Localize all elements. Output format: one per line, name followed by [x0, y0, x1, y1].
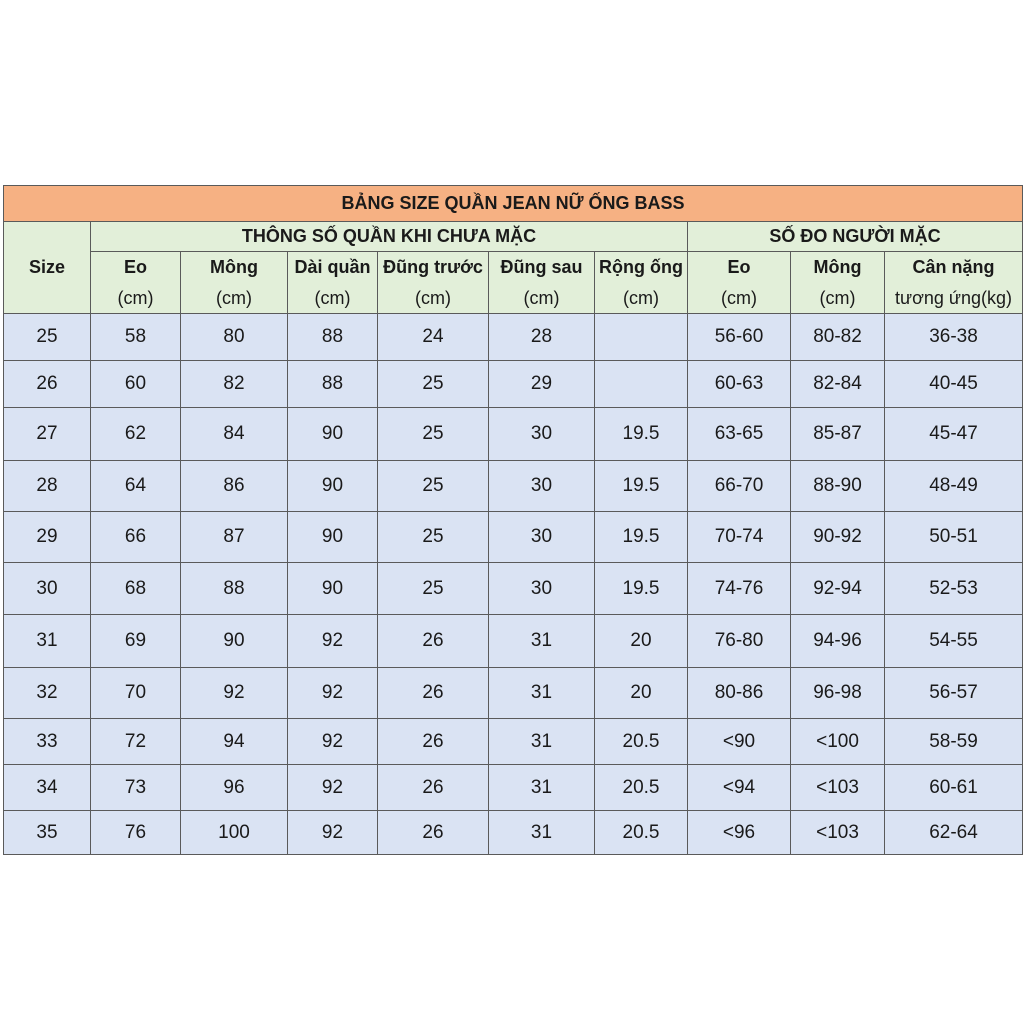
- column-label: Rộng ống: [595, 252, 688, 284]
- table-cell: 24: [378, 314, 489, 361]
- table-cell: 68: [91, 563, 181, 615]
- table-cell: 26: [378, 765, 489, 811]
- table-cell: 70: [91, 668, 181, 719]
- column-label: Mông: [791, 252, 885, 284]
- table-cell: 20.5: [595, 811, 688, 855]
- table-cell: <100: [791, 719, 885, 765]
- table-cell: 19.5: [595, 563, 688, 615]
- table-cell: 72: [91, 719, 181, 765]
- table-cell: 45-47: [885, 408, 1023, 461]
- table-cell: 31: [489, 765, 595, 811]
- size-cell: 28: [4, 461, 91, 512]
- size-table: [3, 185, 1023, 855]
- table-cell: <94: [688, 765, 791, 811]
- table-cell: 92: [288, 668, 378, 719]
- column-unit: (cm): [595, 283, 688, 314]
- table-row: [4, 615, 1023, 668]
- table-cell: 96: [181, 765, 288, 811]
- table-cell: 30: [489, 563, 595, 615]
- table-cell: 50-51: [885, 512, 1023, 563]
- table-cell: 90: [288, 563, 378, 615]
- size-cell: 26: [4, 361, 91, 408]
- garment-group-header: THÔNG SỐ QUẦN KHI CHƯA MẶC: [91, 222, 688, 252]
- table-cell: 76: [91, 811, 181, 855]
- table-cell: 74-76: [688, 563, 791, 615]
- table-cell: <90: [688, 719, 791, 765]
- table-row: [4, 765, 1023, 811]
- table-row: [4, 512, 1023, 563]
- table-cell: 82: [181, 361, 288, 408]
- column-label: Mông: [181, 252, 288, 284]
- table-cell: 94: [181, 719, 288, 765]
- table-cell: 60-61: [885, 765, 1023, 811]
- column-unit: (cm): [181, 283, 288, 314]
- table-body: [4, 314, 1023, 855]
- table-row: [4, 811, 1023, 855]
- table-cell: 63-65: [688, 408, 791, 461]
- table-cell: <103: [791, 765, 885, 811]
- table-cell: 19.5: [595, 461, 688, 512]
- table-cell: 25: [378, 408, 489, 461]
- table-cell: 31: [489, 668, 595, 719]
- table-cell: 92: [181, 668, 288, 719]
- table-cell: 58: [91, 314, 181, 361]
- size-cell: 33: [4, 719, 91, 765]
- table-cell: 76-80: [688, 615, 791, 668]
- table-cell: 88: [181, 563, 288, 615]
- table-cell: 92: [288, 615, 378, 668]
- table-cell: 69: [91, 615, 181, 668]
- table-cell: 52-53: [885, 563, 1023, 615]
- table-cell: 60-63: [688, 361, 791, 408]
- table-cell: [595, 361, 688, 408]
- table-cell: 30: [489, 408, 595, 461]
- table-cell: 31: [489, 719, 595, 765]
- table-row: [4, 408, 1023, 461]
- table-cell: 56-60: [688, 314, 791, 361]
- table-cell: 31: [489, 615, 595, 668]
- column-unit: (cm): [378, 283, 489, 314]
- table-cell: 25: [378, 563, 489, 615]
- table-cell: 100: [181, 811, 288, 855]
- table-cell: 56-57: [885, 668, 1023, 719]
- table-cell: 62: [91, 408, 181, 461]
- table-cell: 92: [288, 719, 378, 765]
- table-cell: 58-59: [885, 719, 1023, 765]
- table-cell: [595, 314, 688, 361]
- size-cell: 32: [4, 668, 91, 719]
- column-unit: (cm): [791, 283, 885, 314]
- table-cell: 92: [288, 765, 378, 811]
- table-cell: 26: [378, 719, 489, 765]
- column-label: Dài quần: [288, 252, 378, 284]
- table-cell: 94-96: [791, 615, 885, 668]
- table-cell: 26: [378, 668, 489, 719]
- column-unit: (cm): [489, 283, 595, 314]
- table-cell: 25: [378, 512, 489, 563]
- table-cell: 88-90: [791, 461, 885, 512]
- table-cell: 28: [489, 314, 595, 361]
- table-cell: 90: [288, 408, 378, 461]
- table-cell: 30: [489, 461, 595, 512]
- table-cell: 92-94: [791, 563, 885, 615]
- table-cell: 60: [91, 361, 181, 408]
- table-cell: 62-64: [885, 811, 1023, 855]
- size-column-header: Size: [4, 222, 91, 314]
- table-cell: 26: [378, 615, 489, 668]
- table-cell: 54-55: [885, 615, 1023, 668]
- size-cell: 35: [4, 811, 91, 855]
- size-cell: 31: [4, 615, 91, 668]
- table-cell: 31: [489, 811, 595, 855]
- column-label: Đũng trước: [378, 252, 489, 284]
- table-cell: 25: [378, 461, 489, 512]
- table-cell: 30: [489, 512, 595, 563]
- table-cell: 80-82: [791, 314, 885, 361]
- table-cell: 20: [595, 668, 688, 719]
- table-row: [4, 563, 1023, 615]
- table-cell: 36-38: [885, 314, 1023, 361]
- table-cell: 87: [181, 512, 288, 563]
- column-label: Eo: [688, 252, 791, 284]
- table-cell: 20: [595, 615, 688, 668]
- table-cell: 73: [91, 765, 181, 811]
- table-cell: 88: [288, 314, 378, 361]
- table-cell: <96: [688, 811, 791, 855]
- table-cell: 86: [181, 461, 288, 512]
- table-cell: 26: [378, 811, 489, 855]
- table-cell: 40-45: [885, 361, 1023, 408]
- size-cell: 25: [4, 314, 91, 361]
- table-cell: 48-49: [885, 461, 1023, 512]
- column-label: Eo: [91, 252, 181, 284]
- table-cell: 20.5: [595, 765, 688, 811]
- table-cell: 29: [489, 361, 595, 408]
- table-row: [4, 719, 1023, 765]
- table-cell: 92: [288, 811, 378, 855]
- table-cell: 80-86: [688, 668, 791, 719]
- column-label: Đũng sau: [489, 252, 595, 284]
- size-cell: 27: [4, 408, 91, 461]
- column-unit: tương ứng(kg): [885, 283, 1023, 314]
- table-cell: 20.5: [595, 719, 688, 765]
- table-cell: 66-70: [688, 461, 791, 512]
- table-cell: 96-98: [791, 668, 885, 719]
- size-cell: 34: [4, 765, 91, 811]
- table-cell: 82-84: [791, 361, 885, 408]
- table-cell: 70-74: [688, 512, 791, 563]
- size-cell: 29: [4, 512, 91, 563]
- table-cell: 90: [288, 461, 378, 512]
- column-unit: (cm): [91, 283, 181, 314]
- column-unit: (cm): [288, 283, 378, 314]
- table-row: [4, 361, 1023, 408]
- table-cell: 66: [91, 512, 181, 563]
- column-unit: (cm): [688, 283, 791, 314]
- size-chart: [3, 185, 1022, 855]
- table-cell: 64: [91, 461, 181, 512]
- column-label: Cân nặng: [885, 252, 1023, 284]
- table-row: [4, 314, 1023, 361]
- table-cell: 19.5: [595, 408, 688, 461]
- table-cell: 80: [181, 314, 288, 361]
- table-row: [4, 668, 1023, 719]
- wearer-group-header: SỐ ĐO NGƯỜI MẶC: [688, 222, 1023, 252]
- table-row: [4, 461, 1023, 512]
- table-cell: <103: [791, 811, 885, 855]
- table-cell: 25: [378, 361, 489, 408]
- table-cell: 90-92: [791, 512, 885, 563]
- table-cell: 90: [181, 615, 288, 668]
- table-cell: 90: [288, 512, 378, 563]
- size-cell: 30: [4, 563, 91, 615]
- table-cell: 84: [181, 408, 288, 461]
- table-title: BẢNG SIZE QUẦN JEAN NỮ ỐNG BASS: [4, 186, 1023, 222]
- table-cell: 19.5: [595, 512, 688, 563]
- table-cell: 85-87: [791, 408, 885, 461]
- table-cell: 88: [288, 361, 378, 408]
